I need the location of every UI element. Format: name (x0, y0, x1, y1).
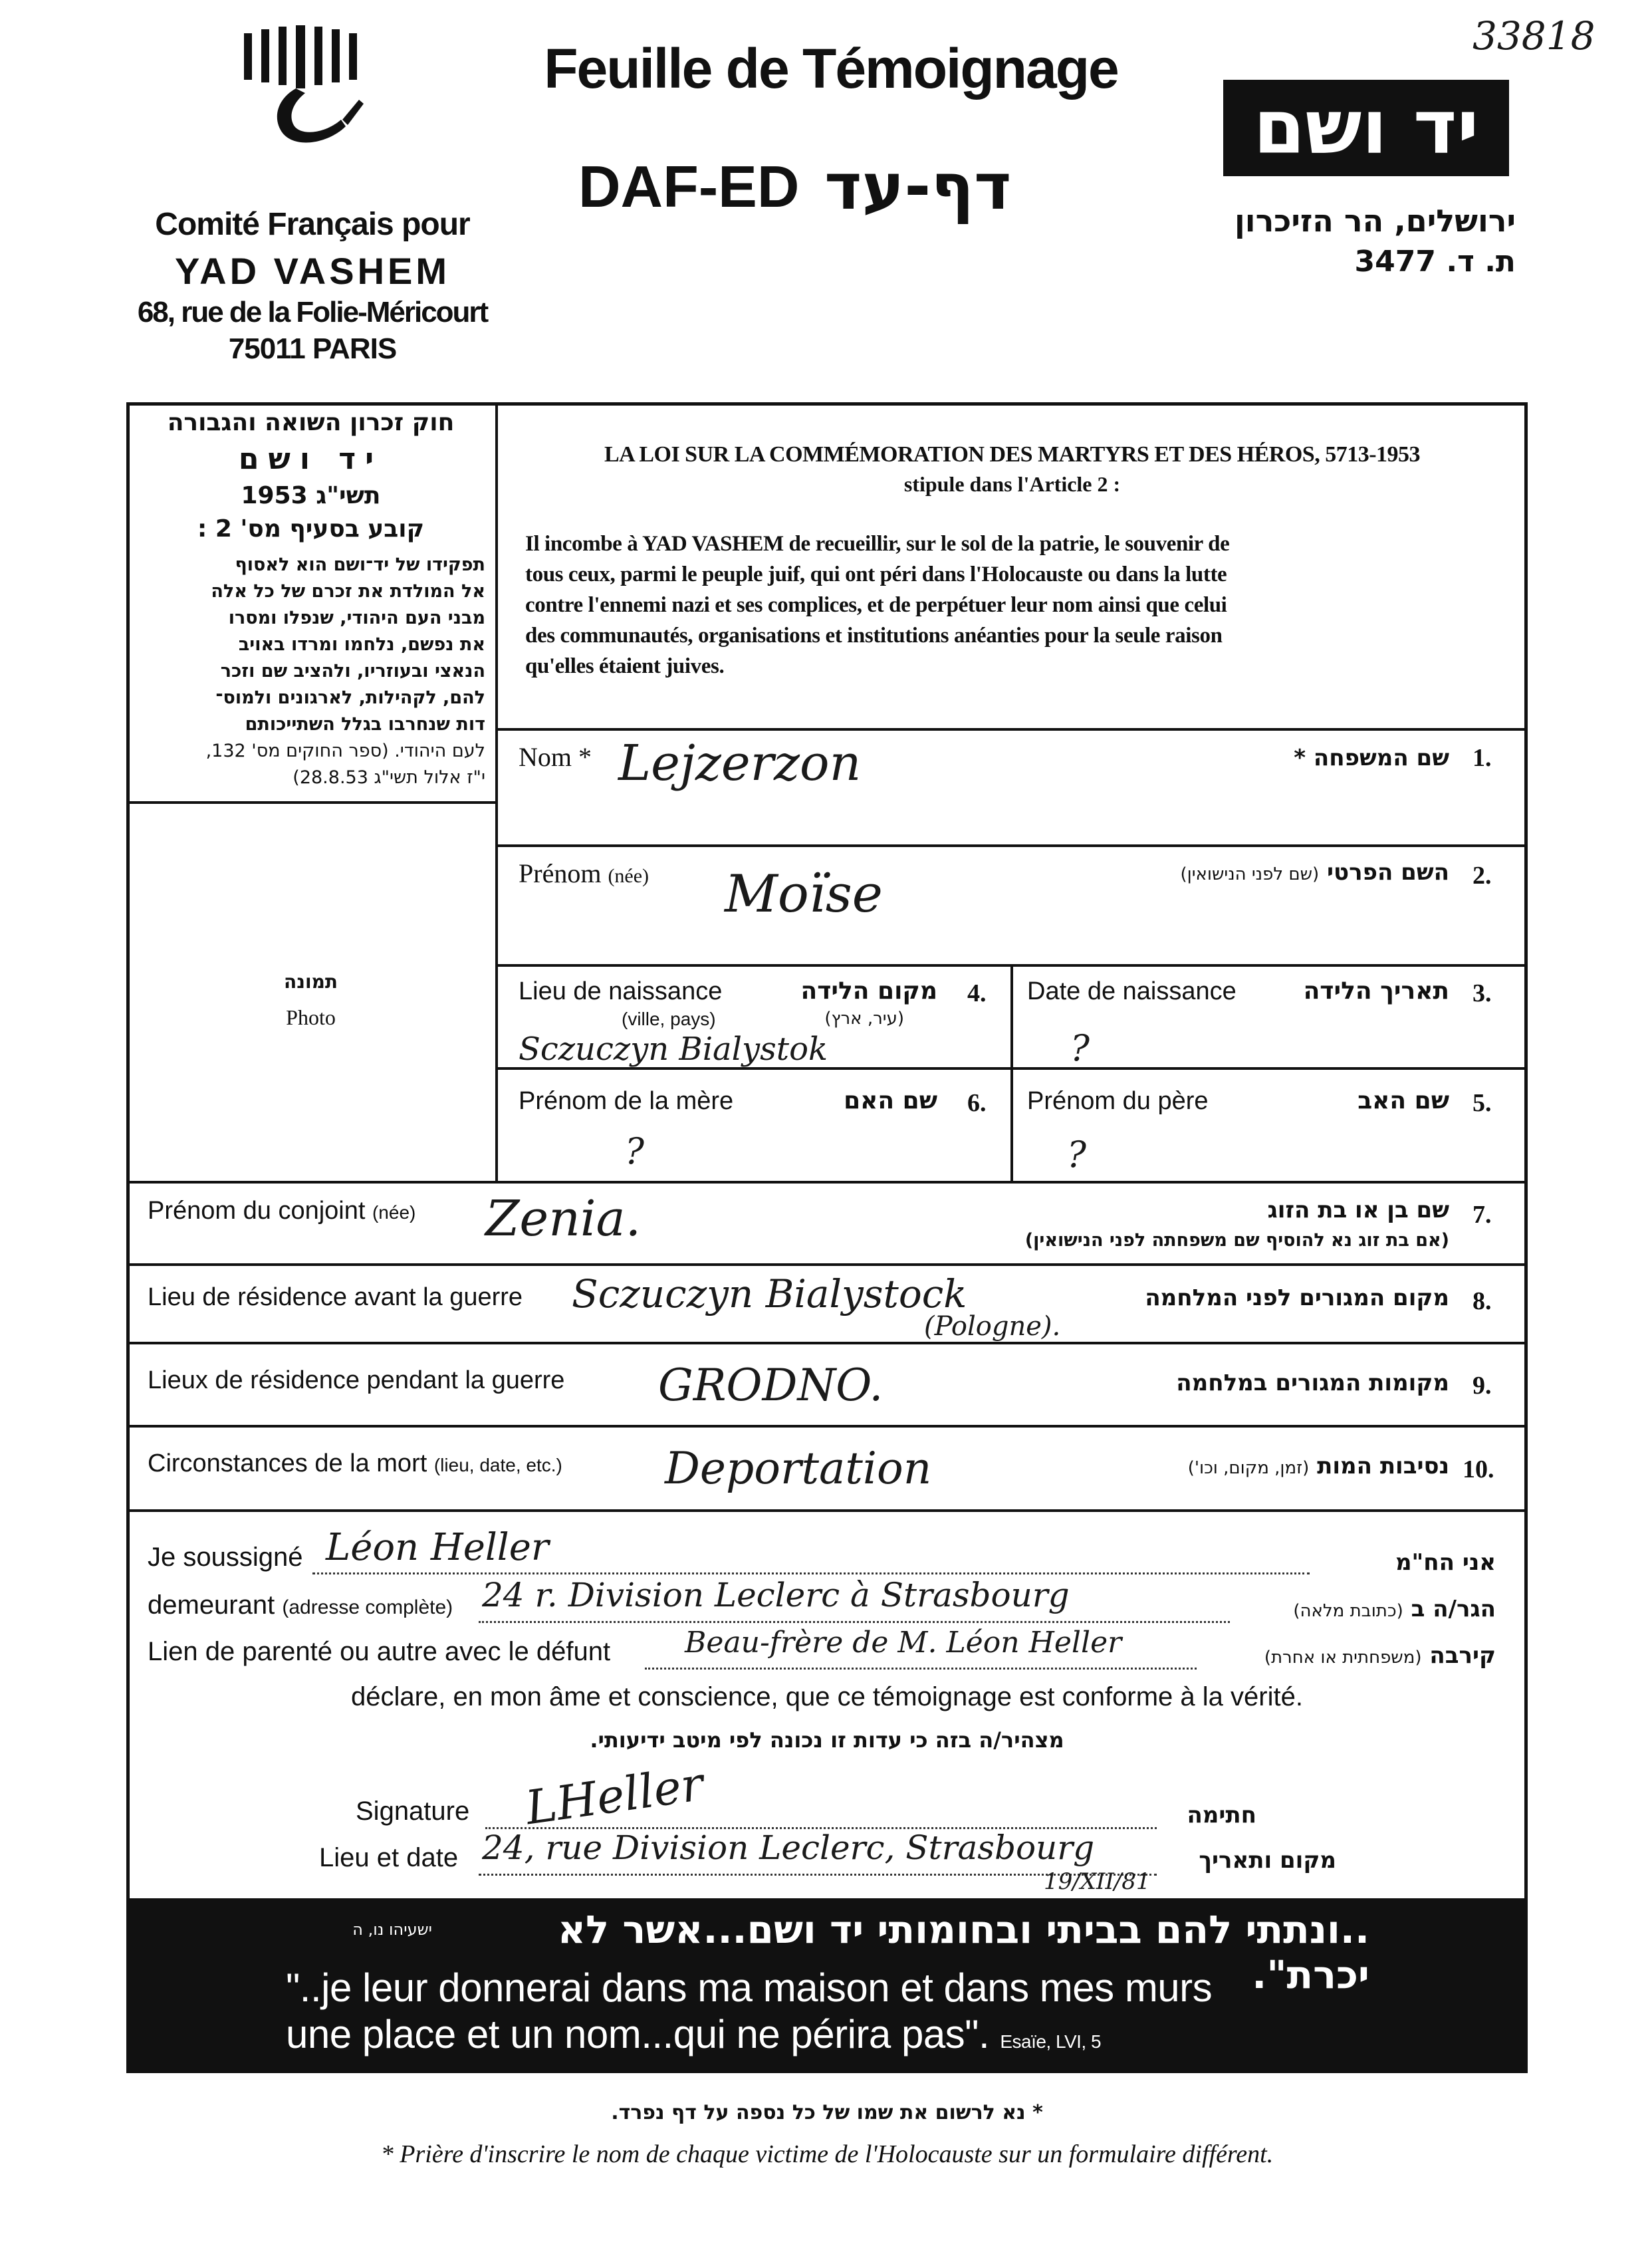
banner-french-line2-text: une place et un nom...qui ne périra pas". (286, 2012, 990, 2057)
committee-line2: YAD VASHEM (174, 250, 451, 292)
daf-ed-latin: DAF-ED (578, 154, 800, 219)
signature-hebrew: חתימה (1187, 1802, 1256, 1828)
lien-hebrew-text: קירבה (1429, 1642, 1496, 1669)
law-hebrew-body (136, 552, 485, 791)
law-hebrew-line: אל המולדת את זכרם של כל אלה (211, 581, 485, 602)
residence-avant-hebrew: מקום המגורים לפני המלחמה (1145, 1285, 1449, 1311)
law-hebrew-line: את נפשם, נלחמו ומרדו באויב (238, 634, 485, 655)
demeurant-hebrew-small: (כתובת מלאה) (1293, 1601, 1403, 1621)
residence-avant-label: Lieu de résidence avant la guerre (148, 1283, 523, 1311)
conjoint-label-small: (née) (372, 1202, 416, 1223)
banner-hebrew-ref: ישעיהו נו, ה (352, 1920, 432, 1939)
statement-hebrew: מצהיר/ה בזה כי עדות זו נכונה לפי מיטב ידיעותי. (590, 1727, 1064, 1753)
conjoint-value[interactable]: Zenia. (485, 1190, 642, 1247)
banner-french-line2 (286, 2011, 1101, 2057)
circonstances-hebrew-small: (זמן, מקום, וכו') (1187, 1458, 1310, 1478)
law-french-subtitle: stipule dans l'Article 2 : (903, 472, 1121, 496)
demeurant-label-small: (adresse complète) (282, 1596, 453, 1618)
date-naissance-label: Date de naissance (1027, 977, 1237, 1005)
committee-line1: Comité Français pour (155, 207, 470, 242)
demeurant-hebrew (1237, 1596, 1496, 1622)
soussigne-hebrew: אני הח"מ (1395, 1549, 1496, 1576)
circonstances-num: 10. (1463, 1455, 1494, 1483)
footer-french-note: * Prière d'inscrire le nom de chaque victime de l'Holocauste sur un formulaire différent. (380, 2140, 1274, 2168)
lieu-naissance-value[interactable]: Sczuczyn Bialystok (519, 1031, 828, 1068)
nom-hebrew: שם המשפחה * (1294, 745, 1449, 771)
circonstances-hebrew (1064, 1453, 1449, 1479)
lieu-date-hebrew: מקום ותאריך (1199, 1847, 1336, 1874)
law-hebrew-title2: יד ושם (238, 442, 384, 476)
statement-french: déclare, en mon âme et conscience, que ce témoignage est conforme à la vérité. (351, 1682, 1303, 1711)
lieu-naissance-num: 4. (967, 979, 987, 1007)
law-french-title: LA LOI SUR LA COMMÉMORATION DES MARTYRS ET DES HÉROS, 5713-1953 (604, 442, 1421, 467)
date-naissance-value[interactable]: ? (1070, 1027, 1090, 1069)
law-hebrew-line: להם, לקהילות, לארגונים ולמוס־ (215, 687, 485, 708)
lieu-naissance-label: Lieu de naissance (519, 977, 723, 1005)
law-hebrew-line: לעם היהודי. (ספר החוקים מס' 132, (205, 741, 485, 761)
conjoint-hebrew: שם בן או בת הזוג (1267, 1197, 1449, 1223)
date-naissance-hebrew: תאריך הלידה (1303, 977, 1449, 1005)
residence-pendant-value[interactable]: GRODNO. (658, 1360, 884, 1411)
circonstances-value[interactable]: Deportation (665, 1443, 932, 1494)
lien-value[interactable]: Beau-frère de M. Léon Heller (685, 1626, 1122, 1660)
soussigne-label: Je soussigné (148, 1543, 303, 1572)
banner-french-ref: Esaïe, LVI, 5 (1000, 2031, 1102, 2052)
lieu-date-value[interactable]: 24, rue Division Leclerc, Strasbourg (482, 1828, 1095, 1867)
po-box: ת. ד. 3477 (1354, 245, 1516, 279)
date-naissance-num: 3. (1473, 979, 1492, 1007)
conjoint-num: 7. (1473, 1201, 1492, 1229)
prenom-pere-hebrew: שם האב (1357, 1087, 1449, 1114)
menorah-logo (236, 20, 369, 173)
residence-pendant-label: Lieux de résidence pendant la guerre (148, 1366, 565, 1394)
lieu-naissance-hebrew-sub: (עיר, ארץ) (824, 1009, 904, 1029)
footer-hebrew-note: * נא לרשום את שמו של כל נספה על דף נפרד. (611, 2101, 1043, 2124)
prenom-hebrew (1037, 859, 1449, 886)
law-french-line: des communautés, organisations et institutions anéanties pour la seule raison (525, 624, 1223, 648)
prenom-num: 2. (1473, 862, 1492, 890)
jerusalem-line: ירושלים, הר הזיכרון (1234, 203, 1516, 239)
lieu-date-label: Lieu et date (319, 1843, 459, 1872)
page-title: Feuille de Témoignage (544, 37, 1118, 100)
nom-num: 1. (1473, 744, 1492, 772)
photo-label-hebrew: תמונה (284, 971, 338, 993)
prenom-label-text: Prénom (519, 858, 602, 888)
photo-label: Photo (286, 1005, 336, 1029)
prenom-mere-num: 6. (967, 1089, 987, 1117)
law-hebrew-line: דות שנחרבו בגלל השתייכותם (245, 714, 485, 735)
committee-address2: 75011 PARIS (228, 332, 397, 365)
prenom-hebrew-text: השם הפרטי (1327, 859, 1449, 886)
conjoint-label (148, 1197, 415, 1225)
law-hebrew-line: הנאצי ובעוזריו, ולהציב שם וזכר (220, 661, 485, 682)
demeurant-label (148, 1590, 453, 1620)
nom-label: Nom * (519, 742, 592, 772)
prenom-mere-value[interactable]: ? (625, 1130, 644, 1172)
prenom-mere-hebrew: שם האם (844, 1087, 937, 1114)
daf-ed-hebrew: דף-עד (824, 150, 1012, 224)
circonstances-label-small: (lieu, date, etc.) (433, 1455, 562, 1475)
banner-hebrew: ..ונתתי להם בביתי ובחומותי יד ושם...אשר לא יכרת". (557, 1907, 1369, 1997)
lieu-naissance-hebrew: מקום הלידה (800, 977, 937, 1005)
law-french-body (525, 529, 1509, 682)
lieu-date-value2[interactable]: 19/XII/81 (1044, 1868, 1151, 1895)
nom-value[interactable]: Lejzerzon (618, 735, 862, 792)
lieu-naissance-sub: (ville, pays) (622, 1009, 716, 1029)
residence-pendant-num: 9. (1473, 1372, 1492, 1400)
lien-label: Lien de parenté ou autre avec le défunt (148, 1637, 611, 1666)
prenom-pere-label: Prénom du père (1027, 1087, 1209, 1115)
law-hebrew-clause: קובע בסעיף מס' 2 : (197, 515, 425, 543)
prenom-value[interactable]: Moïse (725, 864, 883, 924)
lien-hebrew (1203, 1642, 1496, 1669)
residence-avant-num: 8. (1473, 1287, 1492, 1315)
circonstances-label (148, 1449, 562, 1478)
prenom-label (519, 858, 649, 889)
reference-number: 33818 (1473, 13, 1595, 59)
prenom-pere-value[interactable]: ? (1067, 1134, 1086, 1176)
conjoint-label-text: Prénom du conjoint (148, 1197, 366, 1225)
prenom-pere-num: 5. (1473, 1089, 1492, 1117)
prenom-label-small: (née) (608, 865, 649, 887)
law-hebrew-line: תפקידו של יד־ושם הוא לאסוף (235, 555, 485, 575)
prenom-hebrew-small: (שם לפני הנישואין) (1180, 864, 1320, 884)
banner-french-line1: "..je leur donnerai dans ma maison et dans mes murs (286, 1965, 1213, 2010)
law-hebrew-line: י"ז אלול תשי"ג 28.8.53) (293, 767, 485, 788)
soussigne-value[interactable]: Léon Heller (326, 1526, 549, 1569)
circonstances-hebrew-text: נסיבות המות (1317, 1453, 1449, 1479)
demeurant-hebrew-text: הגר/ה ב (1411, 1596, 1496, 1622)
law-french-line: qu'elles étaient juives. (525, 654, 725, 678)
law-french-line: tous ceux, parmi le peuple juif, qui ont péri dans l'Holocauste ou dans la lutte (525, 562, 1227, 586)
residence-pendant-hebrew: מקומות המגורים במלחמה (1176, 1370, 1449, 1396)
prenom-mere-label: Prénom de la mère (519, 1087, 734, 1115)
yad-vashem-logo: יד ושם (1223, 80, 1509, 176)
residence-avant-value[interactable]: Sczuczyn Bialystock (572, 1271, 967, 1316)
residence-avant-value2[interactable]: (Pologne). (924, 1311, 1061, 1342)
demeurant-label-text: demeurant (148, 1590, 275, 1620)
law-french-line: contre l'ennemi nazi et ses complices, et de perpétuer leur nom ainsi que celui (525, 593, 1227, 617)
demeurant-value[interactable]: 24 r. Division Leclerc à Strasbourg (482, 1576, 1070, 1614)
law-hebrew-line: מבני העם היהודי, שנפלו ומסרו (228, 608, 485, 628)
circonstances-label-text: Circonstances de la mort (148, 1449, 427, 1477)
law-hebrew-year: תשי"ג 1953 (241, 482, 381, 509)
signature-label: Signature (356, 1797, 470, 1826)
law-hebrew-title1: חוק זכרון השואה והגבורה (167, 409, 455, 436)
lien-hebrew-small: (משפחתית או אחרת) (1264, 1648, 1422, 1668)
conjoint-hebrew-small: (אם בת זוג נא להוסיף שם משפחתה לפני הנישואין) (1024, 1230, 1449, 1251)
law-french-line: Il incombe à YAD VASHEM de recueillir, sur le sol de la patrie, le souvenir de (525, 532, 1230, 556)
committee-address1: 68, rue de la Folie-Méricourt (137, 296, 488, 328)
signature-value[interactable]: LHeller (522, 1756, 707, 1836)
